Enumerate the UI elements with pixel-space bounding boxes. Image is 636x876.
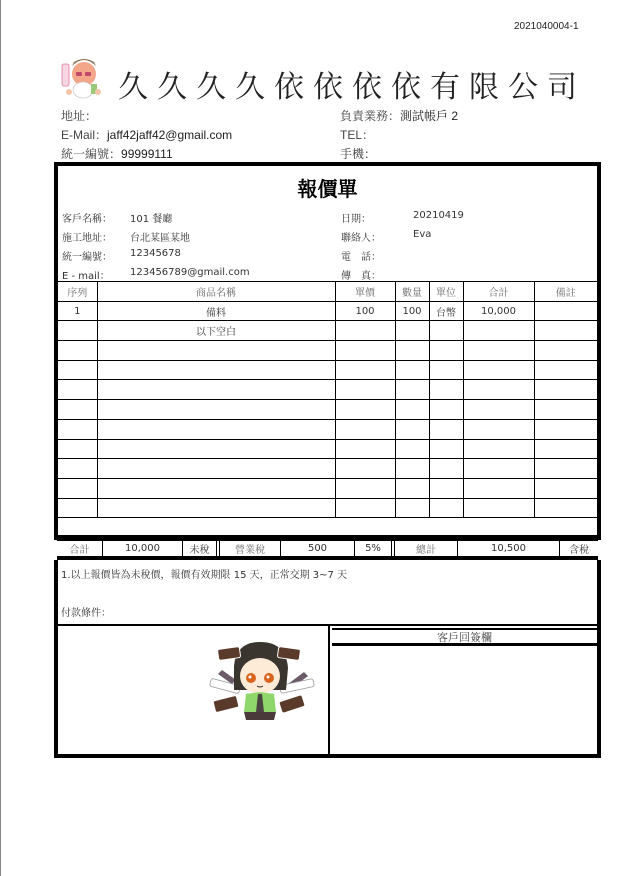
notes-line-1: 1.以上報價皆為未稅價，報價有效期限 15 天，正常交期 3~7 天 [61,570,348,581]
cell-qty: 100 [395,301,429,321]
summary-row [57,540,598,560]
tel-label: TEL： [340,128,375,142]
cell-seq [58,498,97,518]
contact-value: Eva [413,229,432,240]
signature-section [54,624,601,758]
items-table [58,281,597,518]
cell-seq [58,459,97,479]
total-value: 10,500 [458,541,560,556]
cell-unit-price [335,459,395,479]
cell-amount [463,400,534,420]
cell-qty [395,380,429,400]
cell-remark [534,498,597,518]
sender-tel [340,126,374,143]
cell-amount [463,360,534,380]
cell-amount [463,341,534,361]
phone-label: 電 話： [341,252,381,263]
cell-seq [58,478,97,498]
cell-amount [463,419,534,439]
date-value: 20210419 [413,210,464,221]
cell-remark [534,459,597,479]
cell-remark [534,360,597,380]
customer-signature-title: 客戶回簽欄 [332,628,597,646]
email-value: jaff42jaff42@gmail.com [107,128,233,142]
site-address-label: 施工地址： [62,233,112,244]
payment-terms-label: 付款條件： [61,608,111,619]
cell-qty [395,321,429,341]
subtotal-note: 未稅 [183,541,220,556]
sender-mobile [340,145,376,162]
tax-id-label: 統一編號： [61,147,122,161]
total-note: 含稅 [569,545,589,556]
cell-seq [58,341,97,361]
col-header-qty: 數量 [395,282,429,302]
cell-qty [395,439,429,459]
table-row [58,459,597,479]
cell-seq [58,321,97,341]
table-row [58,439,597,459]
tax-id-value: 99999111 [121,147,173,161]
customer-name-label: 客戶名稱： [62,214,112,225]
fax-label: 傳 真： [341,271,381,282]
tax-label: 營業稅 [220,541,281,556]
mobile-label: 手機： [340,147,377,161]
cell-remark [534,400,597,420]
cell-unit [429,498,463,518]
cell-qty [395,341,429,361]
cell-unit [429,419,463,439]
cell-product [97,459,335,479]
cell-qty [395,400,429,420]
contact-label: 聯絡人： [341,233,381,244]
customer-email: 123456789@gmail.com [130,267,250,278]
quotation-title: 報價單 [297,177,358,201]
quotation-box [54,162,601,538]
tax-value: 500 [281,541,355,556]
cell-unit [429,400,463,420]
cell-qty [395,459,429,479]
sender-address [61,107,97,124]
sender-salesperson [340,107,458,124]
cell-amount [463,478,534,498]
cell-product [97,439,335,459]
table-row [58,360,597,380]
document-number: 2021040004-1 [514,21,579,32]
stamp-image-cell [58,626,330,754]
cell-product [97,380,335,400]
cell-unit-price [335,360,395,380]
tax-rate: 5% [355,541,395,556]
cell-qty [395,360,429,380]
cell-unit-price [335,419,395,439]
payment-terms [61,604,111,619]
cell-unit-price [335,439,395,459]
cell-unit [429,459,463,479]
cell-remark [534,301,597,321]
cell-product [97,360,335,380]
cell-seq [58,380,97,400]
cell-unit: 台幣 [429,301,463,321]
address-label: 地址： [61,109,98,123]
cell-product [97,498,335,518]
cell-seq: 1 [58,301,97,321]
cell-unit-price [335,478,395,498]
page-edge [0,0,1,876]
cell-remark [534,341,597,361]
site-address: 台北某區某地 [130,233,190,244]
mascot-stamp-icon [204,636,316,720]
col-header-amount: 合計 [463,282,534,302]
cell-product [97,419,335,439]
cell-seq [58,360,97,380]
salesperson-label: 負責業務： [340,109,401,123]
cell-unit [429,439,463,459]
cell-amount [463,321,534,341]
customer-tax-id-label: 統一編號： [62,252,112,263]
customer-name: 101 餐廳 [130,214,173,225]
cell-qty [395,419,429,439]
cell-product: 備料 [97,301,335,321]
cell-unit [429,360,463,380]
email-label: E-Mail： [61,128,108,142]
cell-seq [58,419,97,439]
mascot-logo-icon [60,56,104,100]
table-row [58,400,597,420]
cell-amount [463,439,534,459]
total-label: 總計 [395,541,458,556]
cell-remark [534,321,597,341]
date-label: 日期： [341,214,371,225]
sender-tax-id [61,145,173,162]
cell-unit-price [335,321,395,341]
cell-unit [429,380,463,400]
cell-seq [58,439,97,459]
cell-unit-price [335,400,395,420]
cell-unit [429,341,463,361]
cell-unit [429,321,463,341]
cell-remark [534,478,597,498]
customer-tax-id: 12345678 [130,248,181,259]
table-header-row [58,282,597,302]
company-name: 久久久久依依依依有限公司 [118,70,586,105]
col-header-remark: 備註 [534,282,597,302]
cell-unit-price: 100 [335,301,395,321]
col-header-product: 商品名稱 [97,282,335,302]
cell-remark [534,419,597,439]
sender-email [61,126,232,143]
cell-product [97,341,335,361]
table-row [58,498,597,518]
cell-unit-price [335,341,395,361]
cell-remark [534,380,597,400]
table-row [58,478,597,498]
table-row [58,321,597,341]
cell-unit-price [335,380,395,400]
cell-product [97,400,335,420]
table-row [58,341,597,361]
subtotal-label: 合計 [57,541,103,556]
cell-remark [534,439,597,459]
cell-seq [58,400,97,420]
cell-unit-price [335,498,395,518]
customer-email-label: E - mail： [62,271,110,282]
cell-product [97,478,335,498]
salesperson-value: 測試帳戶 2 [400,109,459,123]
cell-product: 以下空白 [97,321,335,341]
col-header-unit-price: 單價 [335,282,395,302]
table-row [58,301,597,321]
cell-qty [395,478,429,498]
cell-qty [395,498,429,518]
table-row [58,419,597,439]
subtotal-value: 10,000 [103,541,183,556]
col-header-seq: 序列 [58,282,97,302]
cell-amount [463,380,534,400]
cell-amount [463,498,534,518]
cell-unit [429,478,463,498]
cell-amount [463,459,534,479]
notes-box [54,560,601,626]
table-row [58,380,597,400]
cell-amount: 10,000 [463,301,534,321]
col-header-unit: 單位 [429,282,463,302]
customer-signature-area[interactable] [332,649,597,754]
